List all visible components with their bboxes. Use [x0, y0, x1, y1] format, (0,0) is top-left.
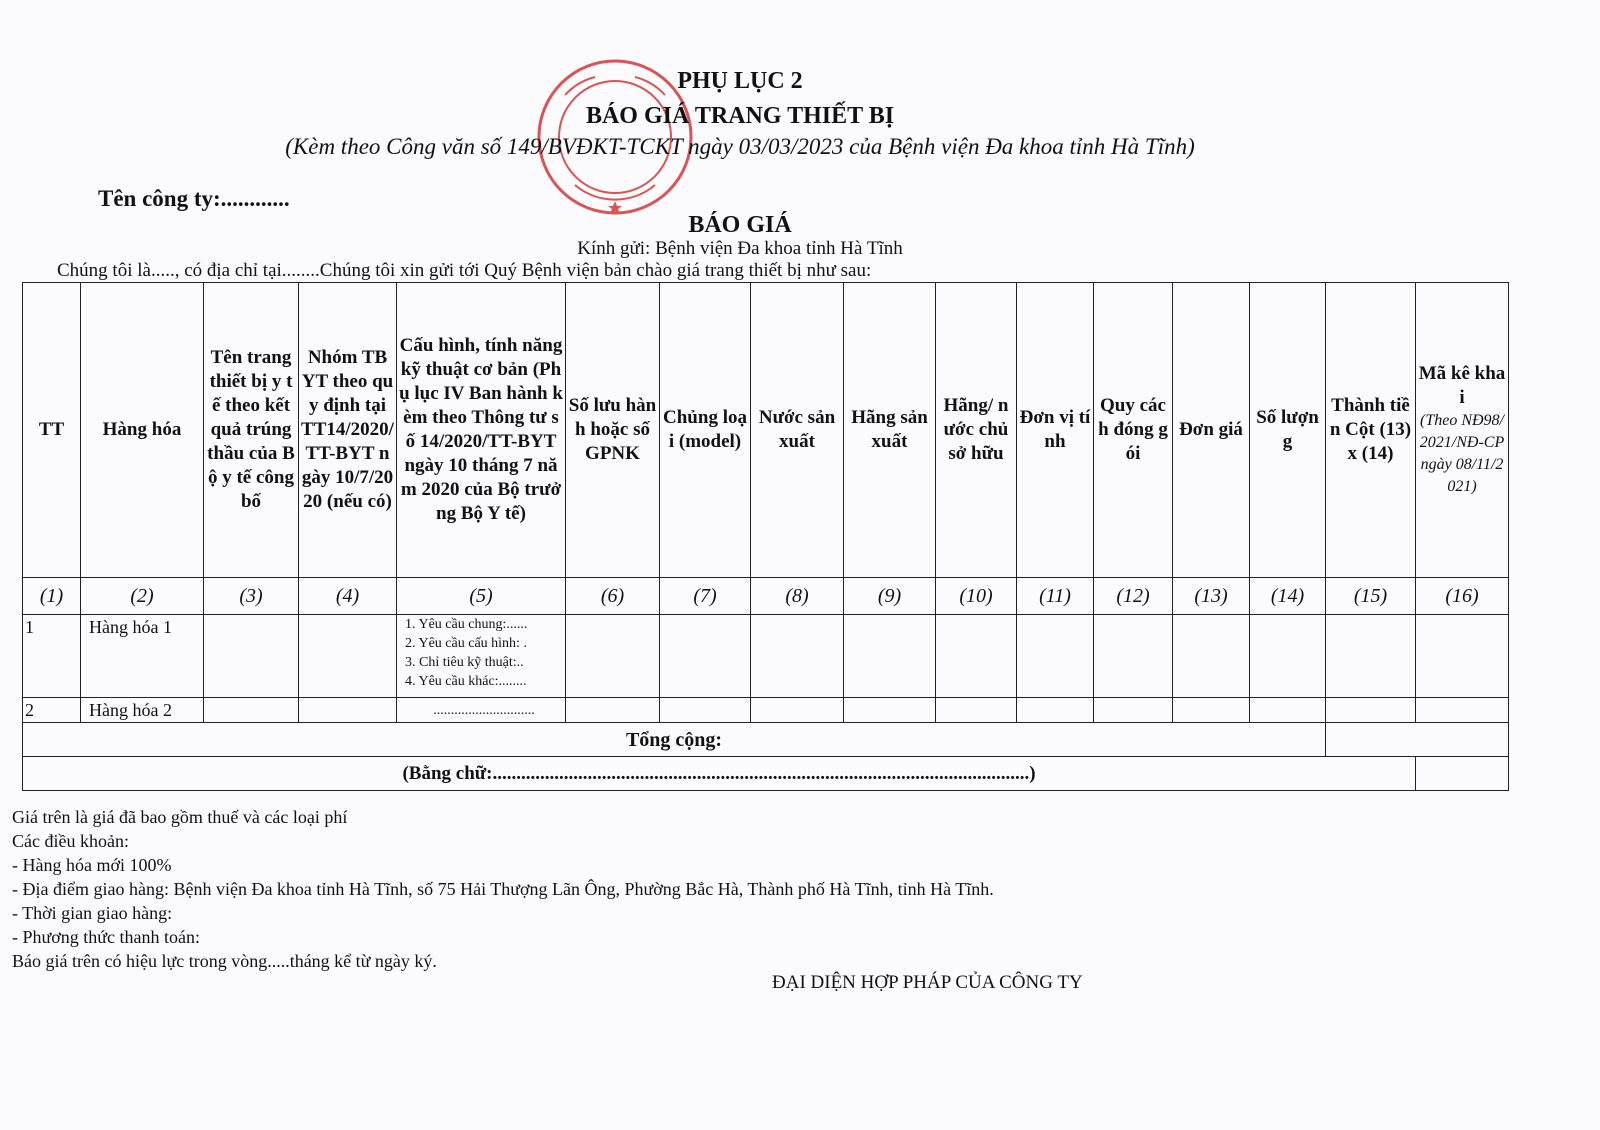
col-number: (8) — [751, 578, 844, 615]
col-header: Nước sản xuất — [751, 283, 844, 578]
signature-label: ĐẠI DIỆN HỢP PHÁP CỦA CÔNG TY — [772, 972, 1083, 993]
col-number: (16) — [1416, 578, 1509, 615]
col-header: Tên trang thiết bị y tế theo kết quả trúng thầu của Bộ y tế công bố — [204, 283, 299, 578]
total-label: Tổng cộng: — [23, 723, 1326, 757]
col-header: Số lưu hành hoặc số GPNK — [566, 283, 660, 578]
terms-line: Các điều khoản: — [12, 831, 129, 851]
col-header: Hãng/ nước chủ sở hữu — [936, 283, 1017, 578]
col-number: (9) — [844, 578, 936, 615]
terms-line: - Phương thức thanh toán: — [12, 927, 201, 947]
amount-in-words: (Bằng chữ:.................................................................................................................) — [23, 757, 1416, 791]
col-number: (12) — [1094, 578, 1173, 615]
col-number: (13) — [1173, 578, 1250, 615]
spec-line: 2. Yêu cầu cấu hình: . — [405, 636, 527, 651]
recipient: Kính gửi: Bệnh viện Đa khoa tỉnh Hà Tĩnh — [577, 238, 903, 259]
col-header-note: (Theo NĐ98/2021/NĐ-CP ngày 08/11/2021) — [1419, 412, 1505, 495]
row-number: 2 — [23, 698, 81, 723]
col-number: (5) — [397, 578, 566, 615]
col-number: (4) — [299, 578, 397, 615]
col-header: Quy cách đóng gói — [1094, 283, 1173, 578]
col-number: (7) — [660, 578, 751, 615]
table-row — [23, 615, 1509, 698]
quote-title: BÁO GIÁ — [688, 212, 792, 238]
total-row — [23, 723, 1509, 757]
col-header: Nhóm TBYT theo quy định tại TT14/2020/TT-BYT ngày 10/7/2020 (nếu có) — [299, 283, 397, 578]
col-number: (15) — [1326, 578, 1416, 615]
spec-cell — [397, 615, 566, 698]
col-header: Hãng sản xuất — [844, 283, 936, 578]
quote-table — [22, 282, 1509, 791]
item-name: Hàng hóa 1 — [81, 615, 204, 698]
header-row — [23, 283, 1509, 578]
spec-cell: ............................. — [397, 698, 566, 723]
intro-text: Chúng tôi là....., có địa chỉ tại........Chúng tôi xin gửi tới Quý Bệnh viện bản chào giá trang thiết bị như sau: — [57, 260, 872, 281]
spec-line: 1. Yêu cầu chung:...... — [405, 617, 528, 632]
col-header: TT — [23, 283, 81, 578]
col-header: Đơn vị tính — [1017, 283, 1094, 578]
spec-line: 3. Chỉ tiêu kỹ thuật:.. — [405, 655, 524, 670]
terms-line: - Địa điểm giao hàng: Bệnh viện Đa khoa tỉnh Hà Tĩnh, số 75 Hải Thượng Lãn Ông, Phường Bắc Hà, Thành phố Hà Tĩnh, tỉnh Hà Tĩnh. — [12, 879, 994, 899]
col-number: (11) — [1017, 578, 1094, 615]
row-number: 1 — [23, 615, 81, 698]
col-header: Thành tiền Cột (13) x (14) — [1326, 283, 1416, 578]
col-header: Số lượng — [1250, 283, 1326, 578]
col-header: Đơn giá — [1173, 283, 1250, 578]
item-name: Hàng hóa 2 — [81, 698, 204, 723]
terms-line: - Hàng hóa mới 100% — [12, 855, 172, 875]
document-subtitle: (Kèm theo Công văn số 149/BVĐKT-TCKT ngày 03/03/2023 của Bệnh viện Đa khoa tỉnh Hà Tĩnh) — [285, 134, 1195, 159]
col-number: (6) — [566, 578, 660, 615]
col-header: Hàng hóa — [81, 283, 204, 578]
col-number: (1) — [23, 578, 81, 615]
col-header-label: Mã kê khai — [1418, 363, 1506, 408]
col-number: (3) — [204, 578, 299, 615]
document-heading: BÁO GIÁ TRANG THIẾT BỊ — [585, 103, 895, 129]
col-header: Chủng loại (model) — [660, 283, 751, 578]
col-header: Cấu hình, tính năng kỹ thuật cơ bản (Phụ lục IV Ban hành kèm theo Thông tư số 14/2020/TT-BYT ngày 10 tháng 7 năm 2020 của Bộ trưởng Bộ Y tế) — [397, 283, 566, 578]
terms-section — [12, 805, 994, 973]
appendix-label: PHỤ LỤC 2 — [677, 68, 803, 94]
company-name: Tên công ty:............ — [98, 186, 290, 211]
col-number: (10) — [936, 578, 1017, 615]
col-number: (14) — [1250, 578, 1326, 615]
terms-line: Báo giá trên có hiệu lực trong vòng.....tháng kể từ ngày ký. — [12, 951, 437, 971]
spec-line: 4. Yêu cầu khác:........ — [405, 674, 527, 689]
col-header — [1416, 283, 1509, 578]
terms-line: Giá trên là giá đã bao gồm thuế và các loại phí — [12, 807, 348, 827]
terms-line: - Thời gian giao hàng: — [12, 903, 173, 923]
table-row — [23, 698, 1509, 723]
column-number-row — [23, 578, 1509, 615]
in-words-row — [23, 757, 1509, 791]
col-number: (2) — [81, 578, 204, 615]
